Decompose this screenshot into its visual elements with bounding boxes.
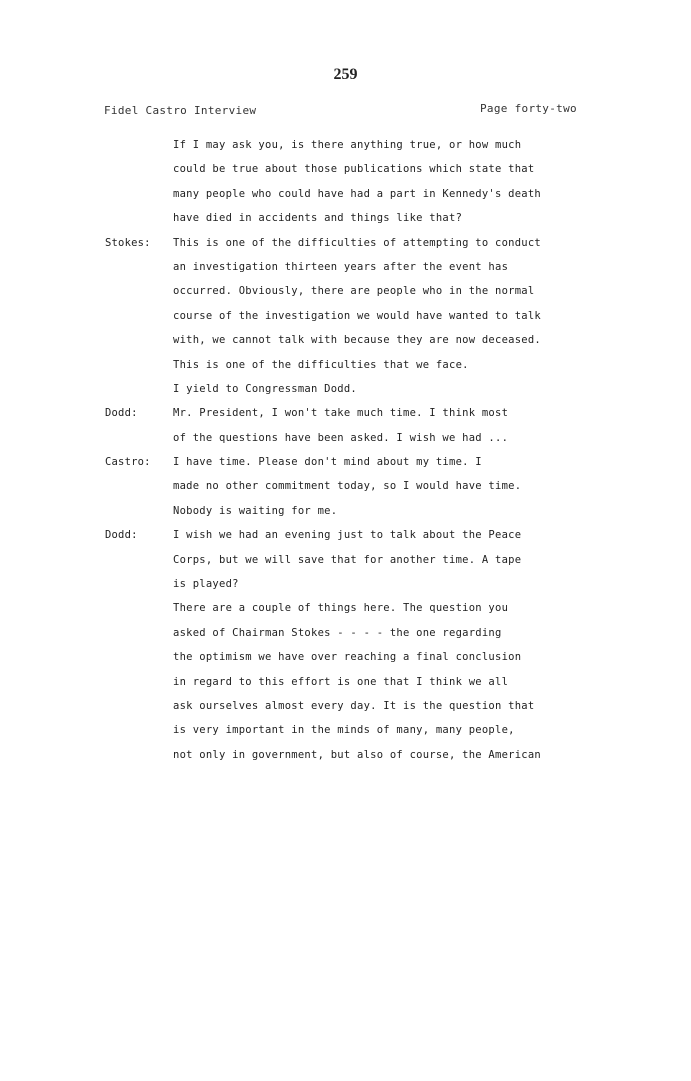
line-text: in regard to this effort is one that I think we all <box>173 675 509 688</box>
transcript-line <box>0 602 691 626</box>
speaker-label: Castro: <box>105 456 151 469</box>
transcript-line <box>0 407 691 431</box>
transcript-line <box>0 188 691 212</box>
transcript-line <box>0 480 691 504</box>
transcript-line <box>0 700 691 724</box>
line-text: This is one of the difficulties of attempting to conduct <box>173 236 542 249</box>
line-text: with, we cannot talk with because they are now deceased. <box>173 334 542 347</box>
line-text: is very important in the minds of many, many people, <box>173 724 515 737</box>
line-text: I have time. Please don't mind about my time. I <box>173 456 482 469</box>
transcript-line <box>0 212 691 236</box>
transcript-line <box>0 261 691 285</box>
line-text: Mr. President, I won't take much time. I think most <box>173 407 509 420</box>
line-text: course of the investigation we would have wanted to talk <box>173 309 542 322</box>
line-text: asked of Chairman Stokes - - - - the one regarding <box>173 626 502 639</box>
line-text: There are a couple of things here. The question you <box>173 602 509 615</box>
transcript-line <box>0 285 691 309</box>
transcript-line <box>0 676 691 700</box>
line-text: is played? <box>173 578 239 591</box>
line-text: the optimism we have over reaching a final conclusion <box>173 651 522 664</box>
line-text: I yield to Congressman Dodd. <box>173 382 358 395</box>
line-text: If I may ask you, is there anything true, or how much <box>173 139 522 151</box>
transcript-line <box>0 432 691 456</box>
speaker-label: Stokes: <box>105 236 151 249</box>
transcript-body <box>0 139 691 773</box>
line-text: not only in government, but also of course, the American <box>173 748 542 761</box>
transcript-line <box>0 310 691 334</box>
line-text: Nobody is waiting for me. <box>173 504 338 517</box>
page-number: 259 <box>333 66 358 83</box>
line-text: an investigation thirteen years after the event has <box>173 260 509 273</box>
transcript-line <box>0 383 691 407</box>
transcript-line <box>0 651 691 675</box>
speaker-label: Dodd: <box>105 407 138 420</box>
line-text: occurred. Obviously, there are people who in the normal <box>173 285 535 298</box>
transcript-line <box>0 749 691 773</box>
line-text: many people who could have had a part in Kennedy's death <box>173 187 542 200</box>
document-title: Fidel Castro Interview <box>104 104 257 117</box>
line-text: This is one of the difficulties that we face. <box>173 358 469 371</box>
line-text: have died in accidents and things like that? <box>173 212 463 225</box>
transcript-line <box>0 578 691 602</box>
transcript-line <box>0 237 691 261</box>
speaker-label: Dodd: <box>105 529 138 542</box>
transcript-line <box>0 627 691 651</box>
transcript-line <box>0 456 691 480</box>
transcript-line <box>0 163 691 187</box>
page-label: Page forty-two <box>480 102 577 115</box>
transcript-line <box>0 529 691 553</box>
transcript-line <box>0 334 691 358</box>
line-text: of the questions have been asked. I wish we had ... <box>173 431 509 444</box>
transcript-line <box>0 359 691 383</box>
line-text: Corps, but we will save that for another time. A tape <box>173 553 522 566</box>
transcript-line <box>0 724 691 748</box>
line-text: made no other commitment today, so I would have time. <box>173 480 522 493</box>
transcript-line <box>0 554 691 578</box>
line-text: I wish we had an evening just to talk about the Peace <box>173 529 522 542</box>
transcript-line <box>0 139 691 163</box>
line-text: ask ourselves almost every day. It is the question that <box>173 699 535 712</box>
transcript-line <box>0 505 691 529</box>
line-text: could be true about those publications which state that <box>173 163 535 176</box>
